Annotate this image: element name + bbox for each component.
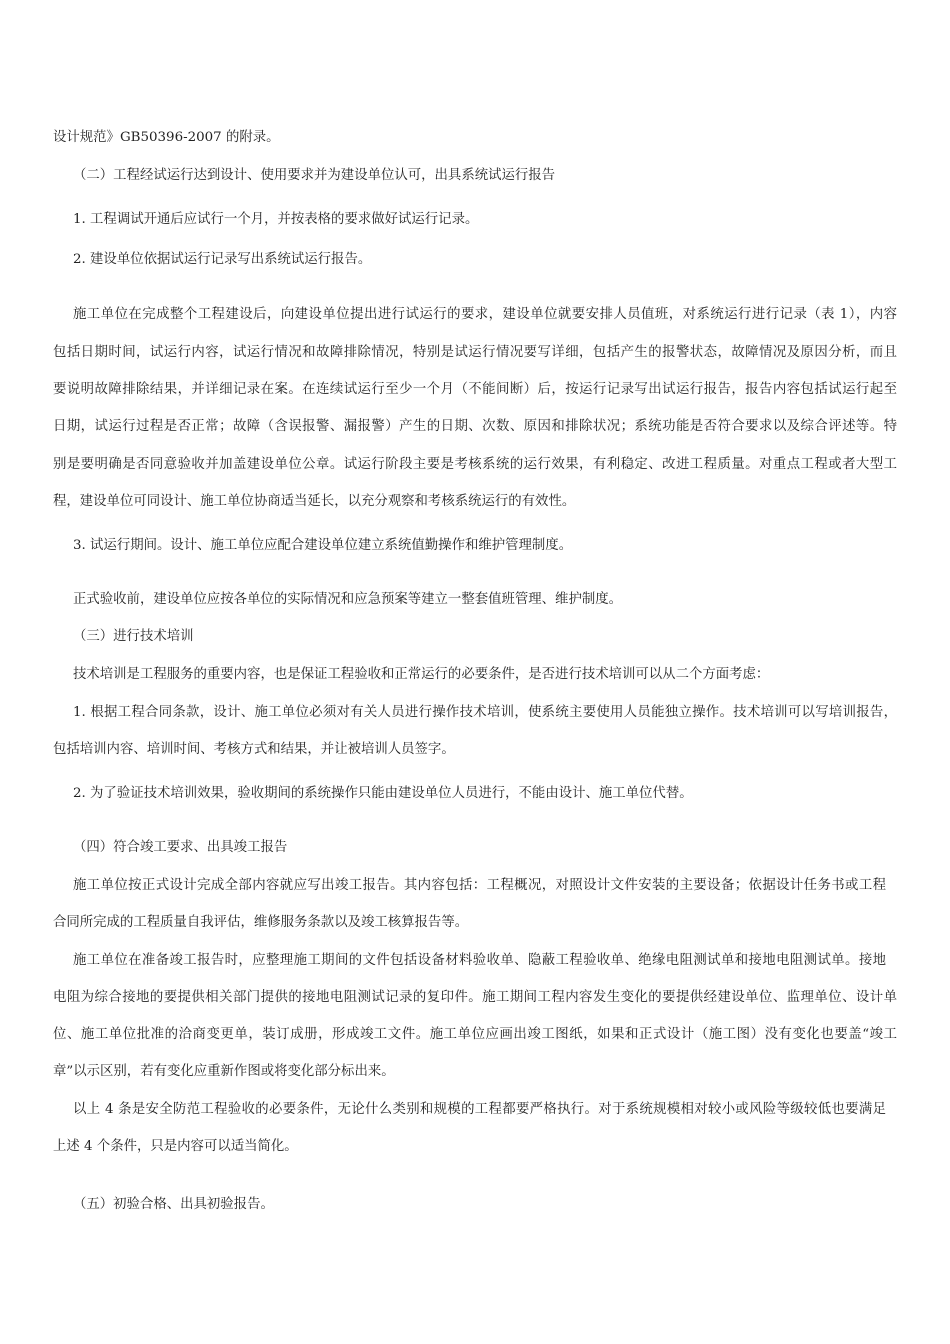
paragraph-line: 上述 4 个条件，只是内容可以适当简化。 [53,1139,298,1154]
section-heading-4: （四）符合竣工要求、出具竣工报告 [73,840,288,855]
section-heading-5: （五）初验合格、出具初验报告。 [73,1197,274,1212]
paragraph-line: 施工单位在完成整个工程建设后，向建设单位提出进行试运行的要求，建设单位就要安排人员值班，对系统运行进行记录（表 1），内容 [73,307,897,322]
paragraph-line: 合同所完成的工程质量自我评估，维修服务条款以及竣工核算报告等。 [53,915,469,930]
paragraph-line: 章”以示区别，若有变化应重新作图或将变化部分标出来。 [53,1064,395,1079]
paragraph-line: 正式验收前，建设单位应按各单位的实际情况和应急预案等建立一整套值班管理、维护制度。 [73,592,623,607]
section-heading-3: （三）进行技术培训 [73,629,194,644]
training-item-2: 2. 为了验证技术培训效果，验收期间的系统操作只能由建设单位人员进行，不能由设计、施工单位代替。 [73,786,693,801]
text-line-continuation: 设计规范》GB50396-2007 的附录。 [53,130,280,145]
paragraph-line: 位、施工单位批准的洽商变更单，装订成册，形成竣工文件。施工单位应画出竣工图纸，如果和正式设计（施工图）没有变化也要盖“竣工 [53,1027,897,1042]
paragraph-line: 别是要明确是否同意验收并加盖建设单位公章。试运行阶段主要是考核系统的运行效果，有利稳定、改进工程质量。对重点工程或者大型工 [53,457,897,472]
paragraph-line: 施工单位按正式设计完成全部内容就应写出竣工报告。其内容包括：工程概况，对照设计文件安装的主要设备；依据设计任务书或工程 [73,878,886,893]
paragraph-line: 要说明故障排除结果，并详细记录在案。在连续试运行至少一个月（不能间断）后，按运行记录写出试运行报告，报告内容包括试运行起至 [53,382,897,397]
list-item-1: 1. 工程调试开通后应试行一个月，并按表格的要求做好试运行记录。 [73,212,479,227]
paragraph-line: 电阻为综合接地的要提供相关部门提供的接地电阻测试记录的复印件。施工期间工程内容发生变化的要提供经建设单位、监理单位、设计单 [53,990,897,1005]
list-item-3: 3. 试运行期间。设计、施工单位应配合建设单位建立系统值勤操作和维护管理制度。 [73,538,573,553]
training-item-1: 1. 根据工程合同条款，设计、施工单位必须对有关人员进行操作技术培训，使系统主要使用人员能独立操作。技术培训可以写培训报告， [73,705,897,720]
section-heading-2: （二）工程经试运行达到设计、使用要求并为建设单位认可，出具系统试运行报告 [73,168,556,183]
paragraph-line: 包括培训内容、培训时间、考核方式和结果，并让被培训人员签字。 [53,742,455,757]
paragraph-line: 技术培训是工程服务的重要内容，也是保证工程验收和正常运行的必要条件，是否进行技术培训可以从二个方面考虑： [73,667,770,682]
paragraph-line: 日期，试运行过程是否正常；故障（含误报警、漏报警）产生的日期、次数、原因和排除状况；系统功能是否符合要求以及综合评述等。特 [53,419,897,434]
paragraph-line: 以上 4 条是安全防范工程验收的必要条件，无论什么类别和规模的工程都要严格执行。对于系统规模相对较小或风险等级较低也要满足 [73,1102,886,1117]
list-item-2: 2. 建设单位依据试运行记录写出系统试运行报告。 [73,252,372,267]
paragraph-line: 施工单位在准备竣工报告时，应整理施工期间的文件包括设备材料验收单、隐蔽工程验收单、绝缘电阻测试单和接地电阻测试单。接地 [73,953,886,968]
paragraph-line: 包括日期时间，试运行内容，试运行情况和故障排除情况，特别是试运行情况要写详细，包括产生的报警状态，故障情况及原因分析，而且 [53,345,897,360]
paragraph-line: 程，建设单位可同设计、施工单位协商适当延长，以充分观察和考核系统运行的有效性。 [53,494,576,509]
